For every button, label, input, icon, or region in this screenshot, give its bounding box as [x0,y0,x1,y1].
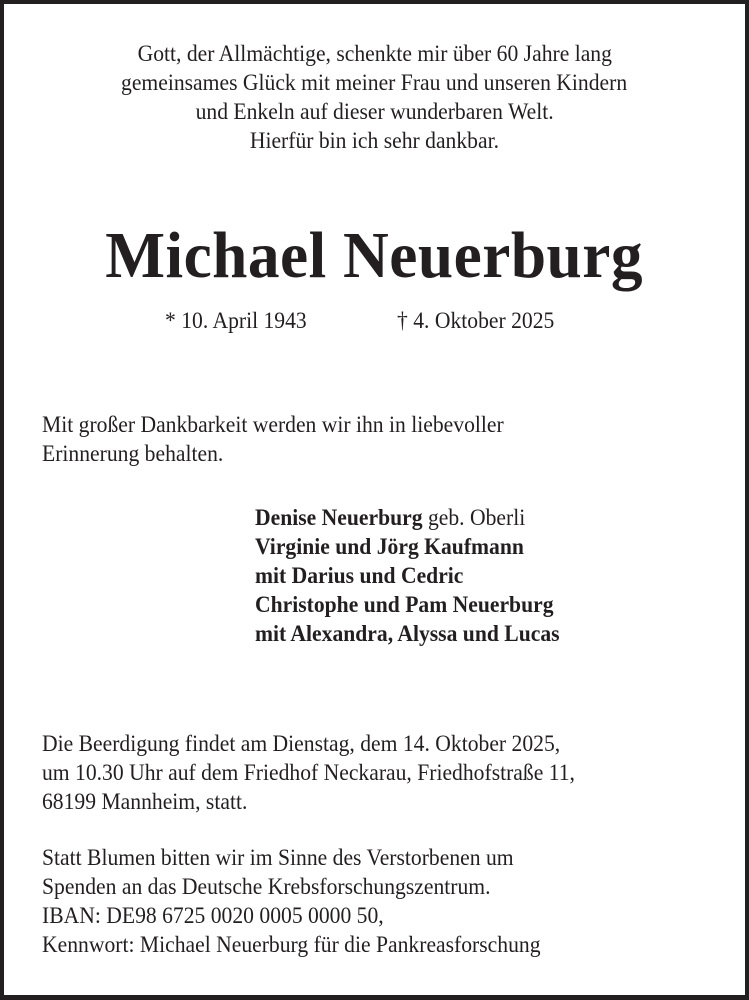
intro-line: und Enkeln auf dieser wunderbaren Welt. [195,99,554,125]
death-date: † 4. Oktober 2025 [397,308,555,334]
birth-date: * 10. April 1943 [165,308,307,334]
deceased-name: Michael Neuerburg [105,219,644,292]
intro-line: Hierfür bin ich sehr dankbar. [249,128,500,154]
family-member: Virginie und Jörg Kaufmann [255,534,524,560]
intro-line: gemeinsames Glück mit meiner Frau und unseren Kindern [121,70,628,96]
family-member: mit Darius und Cedric [255,563,464,589]
keyword-line: Kennwort: Michael Neuerburg für die Pankreasforschung [42,932,541,958]
spouse-maiden-name: geb. Oberli [422,505,526,531]
remembrance-line: Mit großer Dankbarkeit werden wir ihn in liebevoller [42,412,504,438]
donation-line: Statt Blumen bitten wir im Sinne des Verstorbenen um [42,845,514,871]
funeral-line: 68199 Mannheim, statt. [42,789,248,815]
funeral-line: Die Beerdigung findet am Dienstag, dem 14. Oktober 2025, [42,731,561,757]
family-spouse [255,504,549,533]
intro-line: Gott, der Allmächtige, schenkte mir über 60 Jahre lang [137,41,612,67]
family-member: Christophe und Pam Neuerburg [255,592,554,618]
family-member: mit Alexandra, Alyssa und Lucas [255,621,560,647]
donation-line: Spenden an das Deutsche Krebsforschungszentrum. [42,874,491,900]
spouse-name: Denise Neuerburg [255,505,423,531]
remembrance-line: Erinnerung behalten. [42,441,224,467]
iban-line: IBAN: DE98 6725 0020 0005 0000 50, [42,903,384,929]
funeral-line: um 10.30 Uhr auf dem Friedhof Neckarau, Friedhofstraße 11, [42,760,575,786]
